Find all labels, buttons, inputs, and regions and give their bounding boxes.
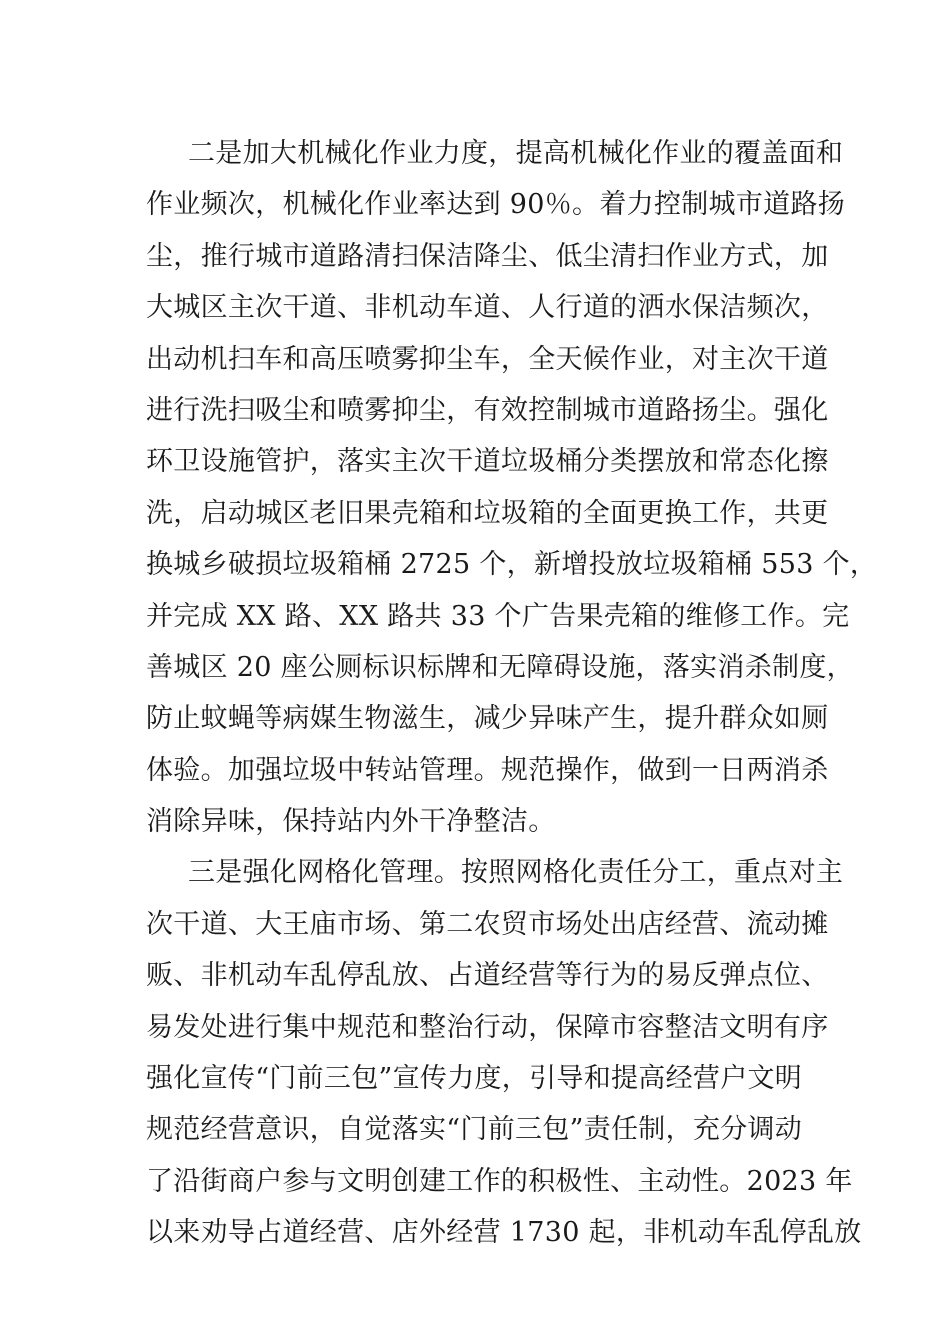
text-line: 三是强化网格化管理。按照网格化责任分工，重点对主 <box>188 857 844 889</box>
text-line: 防止蚊蝇等病媒生物滋生，减少异味产生，提升群众如厕 <box>146 703 829 735</box>
text-line: 强化宣传“门前三包”宣传力度，引导和提高经营户文明 <box>146 1063 803 1095</box>
text-line: 了沿街商户参与文明创建工作的积极性、主动性。2023 年 <box>146 1165 853 1197</box>
text-line: 尘，推行城市道路清扫保洁降尘、低尘清扫作业方式，加 <box>146 240 829 272</box>
text-line: 出动机扫车和高压喷雾抑尘车，全天候作业，对主次干道 <box>146 343 829 375</box>
text-line: 二是加大机械化作业力度，提高机械化作业的覆盖面和 <box>188 138 844 169</box>
paragraph-mechanization <box>146 128 878 847</box>
text-line: 大城区主次干道、非机动车道、人行道的洒水保洁频次， <box>146 292 829 324</box>
text-line: 规范经营意识，自觉落实“门前三包”责任制，充分调动 <box>146 1114 803 1146</box>
text-line: 消除异味，保持站内外干净整洁。 <box>146 806 556 838</box>
body-text <box>146 128 878 1259</box>
text-line: 次干道、大王庙市场、第二农贸市场处出店经营、流动摊 <box>146 908 829 940</box>
text-line: 体验。加强垃圾中转站管理。规范操作，做到一日两消杀 <box>146 754 829 786</box>
text-line: 作业频次，机械化作业率达到 90％。着力控制城市道路扬 <box>146 189 846 221</box>
text-line: 洗，启动城区老旧果壳箱和垃圾箱的全面更换工作，共更 <box>146 497 829 529</box>
text-line: 环卫设施管护，落实主次干道垃圾桶分类摆放和常态化擦 <box>146 446 829 478</box>
paragraph-grid-management <box>146 847 862 1258</box>
text-line: 进行洗扫吸尘和喷雾抑尘，有效控制城市道路扬尘。强化 <box>146 394 829 426</box>
text-line: 并完成 XX 路、XX 路共 33 个广告果壳箱的维修工作。完 <box>146 600 850 632</box>
text-line: 以来劝导占道经营、店外经营 1730 起，非机动车乱停乱放 <box>146 1217 862 1249</box>
text-line: 易发处进行集中规范和整治行动，保障市容整洁文明有序 <box>146 1011 829 1043</box>
text-line: 贩、非机动车乱停乱放、占道经营等行为的易反弹点位、 <box>146 960 829 992</box>
text-line: 换城乡破损垃圾箱桶 2725 个，新增投放垃圾箱桶 553 个， <box>146 549 878 581</box>
text-line: 善城区 20 座公厕标识标牌和无障碍设施，落实消杀制度， <box>146 651 854 683</box>
